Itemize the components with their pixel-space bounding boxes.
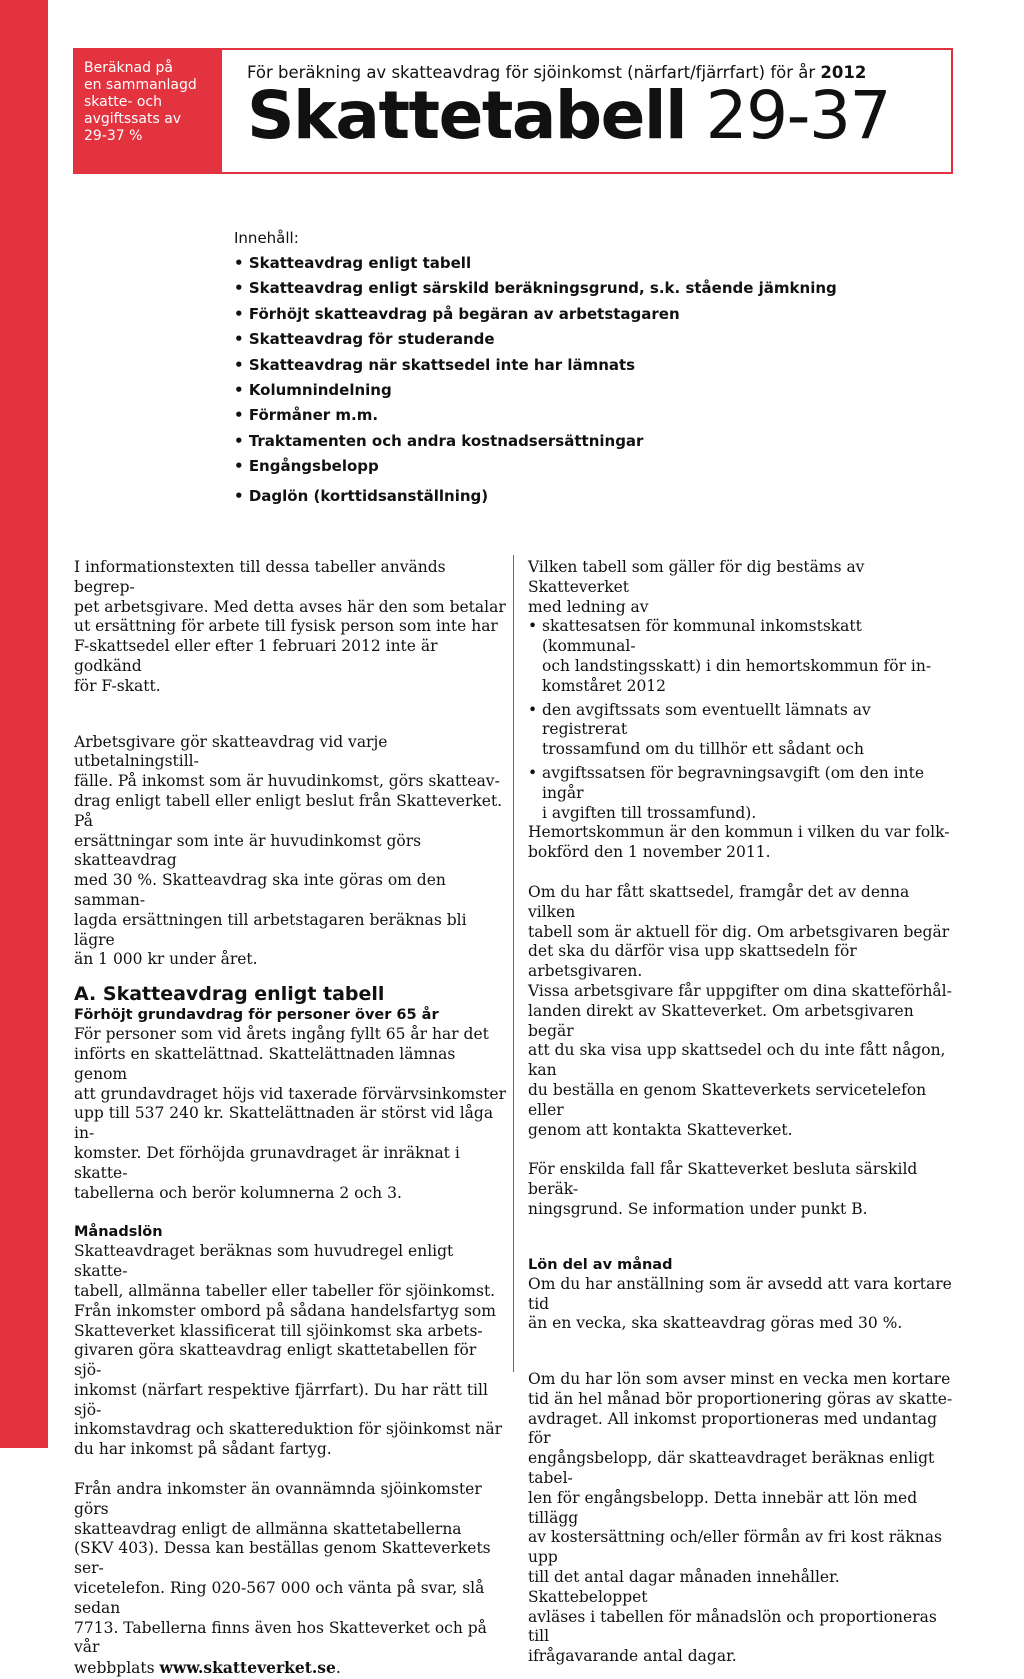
criteria-list bbox=[528, 617, 958, 823]
text-line: Från inkomster ombord på sådana handelsfartyg som bbox=[74, 1301, 496, 1320]
text-line: lagda ersättningen till arbetstagaren beräknas bli lägre bbox=[74, 910, 467, 949]
right-column bbox=[528, 558, 958, 1667]
text-line: skattesatsen för kommunal inkomstskatt (kommunal- bbox=[542, 617, 862, 656]
badge-line: avgiftssats av bbox=[84, 111, 182, 127]
spacer bbox=[74, 1460, 508, 1480]
subheading-over-65: Förhöjt grundavdrag för personer över 65 år bbox=[74, 1007, 439, 1024]
short-employment-paragraph bbox=[528, 1275, 958, 1334]
text-line: (SKV 403). Dessa kan beställas genom Skatteverkets ser- bbox=[74, 1539, 491, 1578]
text-line: komster. Det förhöjda grunavdraget är inräknat i skatte- bbox=[74, 1143, 460, 1182]
badge-line: Beräknad på bbox=[84, 60, 173, 76]
text-line: engångsbelopp, där skatteavdraget beräknas enligt tabel- bbox=[528, 1449, 935, 1488]
toc-item: • Kolumnindelning bbox=[234, 378, 837, 403]
text-line: vicetelefon. Ring 020-567 000 och vänta på svar, slå sedan bbox=[74, 1579, 485, 1617]
website-link[interactable]: www.skatteverket.se bbox=[159, 1658, 336, 1678]
spacer bbox=[74, 717, 508, 733]
left-column bbox=[74, 558, 508, 1679]
list-item bbox=[528, 764, 958, 823]
spacer bbox=[528, 1334, 958, 1354]
text-line: komståret 2012 bbox=[542, 676, 667, 695]
list-item bbox=[528, 617, 958, 696]
text-line: att du ska visa upp skattsedel och du inte fått någon, kan bbox=[528, 1041, 946, 1080]
toc-heading: Innehåll: bbox=[234, 229, 299, 247]
special-basis-paragraph bbox=[528, 1160, 958, 1219]
subtitle-text: För beräkning av skatteavdrag för sjöinkomst (närfart/fjärrfart) för år bbox=[247, 63, 816, 82]
text-line: Skatteverket klassificerat till sjöinkomst ska arbets- bbox=[74, 1321, 483, 1340]
toc-item: • Engångsbelopp bbox=[234, 454, 837, 479]
text-line: Om du har lön som avser minst en vecka men kortare bbox=[528, 1370, 951, 1389]
toc-item: • Förmåner m.m. bbox=[234, 403, 837, 428]
toc-item: • Traktamenten och andra kostnadsersättningar bbox=[234, 429, 837, 454]
text-line: F-skattsedel eller efter 1 februari 2012 inte är godkänd bbox=[74, 637, 438, 675]
text-line: . bbox=[335, 1659, 341, 1678]
toc-item: • Skatteavdrag för studerande bbox=[234, 327, 837, 352]
text-line: ifrågavarande antal dagar. bbox=[528, 1647, 737, 1666]
text-line: den avgiftssats som eventuellt lämnats av registrerat bbox=[542, 700, 871, 739]
text-line: avdraget. All inkomst proportioneras med undantag för bbox=[528, 1409, 938, 1448]
toc-item: • Skatteavdrag enligt särskild beräkningsgrund, s.k. stående jämkning bbox=[234, 276, 837, 301]
text-line: Om du har fått skattsedel, framgår det av denna vilken bbox=[528, 882, 910, 921]
text-line: Arbetsgivare gör skatteavdrag vid varje utbetalningstill- bbox=[74, 732, 388, 771]
text-line: För enskilda fall får Skatteverket besluta särskild beräk- bbox=[528, 1160, 918, 1199]
text-line: du har inkomst på sådant fartyg. bbox=[74, 1440, 332, 1459]
header-box bbox=[73, 48, 953, 174]
text-line: ersättningar som inte är huvudinkomst görs skatteavdrag bbox=[74, 831, 422, 870]
text-line: av kostersättning och/eller förmån av fri kost räknas upp bbox=[528, 1528, 942, 1567]
text-line: skatteavdrag enligt de allmänna skattetabellerna bbox=[74, 1519, 462, 1538]
text-line: tabell, allmänna tabeller eller tabeller för sjöinkomst. bbox=[74, 1281, 496, 1300]
spacer bbox=[528, 1240, 958, 1256]
intro-paragraph bbox=[74, 558, 508, 697]
text-line: tid än hel månad bör proportionering göras av skatte- bbox=[528, 1389, 953, 1408]
text-line: avläses i tabellen för månadslön och proportioneras till bbox=[528, 1607, 937, 1646]
spacer bbox=[74, 697, 508, 717]
text-line: givaren göra skatteavdrag enligt skattetabellen för sjö- bbox=[74, 1341, 477, 1380]
subheading-part-month: Lön del av månad bbox=[528, 1256, 673, 1273]
text-line: ut ersättning för arbete till fysisk person som inte har bbox=[74, 617, 498, 636]
text-line: Vilken tabell som gäller för dig bestäms av Skatteverket bbox=[528, 558, 865, 596]
text-line: du beställa en genom Skatteverkets servicetelefon eller bbox=[528, 1080, 927, 1119]
proportioning-paragraph bbox=[528, 1370, 958, 1667]
spacer bbox=[528, 863, 958, 883]
section-a-heading: A. Skatteavdrag enligt tabell bbox=[74, 983, 385, 1006]
text-line: i avgiften till trossamfund). bbox=[542, 803, 757, 822]
text-line: len för engångsbelopp. Detta innebär att lön med tillägg bbox=[528, 1488, 918, 1527]
text-line: för F-skatt. bbox=[74, 676, 161, 695]
text-line: det ska du därför visa upp skattsedeln för arbetsgivaren. bbox=[528, 942, 857, 981]
text-line: Skatteavdraget beräknas som huvudregel enligt skatte- bbox=[74, 1242, 454, 1281]
text-line: än 1 000 kr under året. bbox=[74, 950, 258, 969]
title-bold: Skattetabell bbox=[247, 77, 687, 154]
text-line: landen direkt av Skatteverket. Om arbetsgivaren begär bbox=[528, 1001, 914, 1040]
text-line: Vissa arbetsgivare får uppgifter om dina skatteförhål- bbox=[528, 981, 952, 1000]
text-line: genom att kontakta Skatteverket. bbox=[528, 1120, 793, 1139]
text-line: webbplats bbox=[74, 1659, 160, 1678]
text-line: trossamfund om du tillhör ett sådant och bbox=[542, 740, 864, 759]
text-line: I informationstexten till dessa tabeller används begrep- bbox=[74, 558, 446, 596]
which-table-paragraph bbox=[528, 558, 958, 617]
text-line: För personer som vid årets ingång fyllt 65 år har det bbox=[74, 1025, 489, 1044]
toc-item: • Förhöjt skatteavdrag på begäran av arbetstagaren bbox=[234, 302, 837, 327]
employer-paragraph bbox=[74, 733, 508, 971]
column-divider bbox=[513, 555, 514, 1372]
text-line: Om du har anställning som är avsedd att vara kortare tid bbox=[528, 1274, 952, 1313]
text-line: tabell som är aktuell för dig. Om arbetsgivaren begär bbox=[528, 922, 950, 941]
badge-line: skatte- och bbox=[84, 94, 162, 110]
toc-item: • Skatteavdrag när skattsedel inte har lämnats bbox=[234, 353, 837, 378]
text-line: inkomst (närfart respektive fjärrfart). Du har rätt till sjö- bbox=[74, 1380, 488, 1419]
tax-notice-paragraph bbox=[528, 883, 958, 1140]
text-line: fälle. På inkomst som är huvudinkomst, görs skatteav- bbox=[74, 772, 500, 791]
spacer bbox=[528, 1220, 958, 1240]
text-line: till det antal dagar månaden innehåller. Skattebeloppet bbox=[528, 1568, 840, 1606]
text-line: inkomstavdrag och skattereduktion för sjöinkomst när bbox=[74, 1420, 503, 1439]
spacer bbox=[528, 1140, 958, 1160]
document-title bbox=[247, 78, 941, 154]
rate-badge bbox=[75, 50, 222, 172]
toc-item: • Skatteavdrag enligt tabell bbox=[234, 251, 837, 276]
list-item bbox=[528, 701, 958, 760]
toc-list bbox=[234, 251, 837, 509]
text-line: att grundavdraget höjs vid taxerade förvärvsinkomster bbox=[74, 1084, 507, 1103]
spacer bbox=[74, 1203, 508, 1223]
text-line: och landstingsskatt) i din hemortskommun för in- bbox=[542, 656, 932, 675]
text-line: ningsgrund. Se information under punkt B. bbox=[528, 1199, 868, 1218]
toc-item: • Daglön (korttidsanställning) bbox=[234, 484, 837, 509]
text-line: med ledning av bbox=[528, 597, 649, 616]
header-text bbox=[247, 63, 941, 154]
text-line: införts en skattelättnad. Skattelättnaden lämnas genom bbox=[74, 1044, 456, 1083]
text-line: upp till 537 240 kr. Skattelättnaden är störst vid låga in- bbox=[74, 1104, 494, 1143]
left-red-margin-bar bbox=[0, 0, 48, 1448]
text-line: än en vecka, ska skatteavdrag göras med 30 %. bbox=[528, 1314, 903, 1333]
general-tables-paragraph bbox=[74, 1480, 508, 1679]
text-line: tabellerna och berör kolumnerna 2 och 3. bbox=[74, 1183, 402, 1202]
table-of-contents bbox=[234, 229, 837, 509]
home-municipality-paragraph bbox=[528, 823, 958, 863]
monthly-salary-paragraph bbox=[74, 1242, 508, 1460]
text-line: pet arbetsgivare. Med detta avses här den som betalar bbox=[74, 597, 506, 616]
text-line: drag enligt tabell eller enligt beslut från Skatteverket. På bbox=[74, 791, 503, 830]
text-line: 7713. Tabellerna finns även hos Skatteverket och på vår bbox=[74, 1618, 487, 1657]
title-range: 29-37 bbox=[705, 77, 890, 154]
badge-line: 29-37 % bbox=[84, 128, 143, 144]
text-line: Hemortskommun är den kommun i vilken du var folk- bbox=[528, 823, 950, 842]
over-65-paragraph bbox=[74, 1025, 508, 1203]
subtitle-year: 2012 bbox=[820, 63, 867, 82]
text-line: Från andra inkomster än ovannämnda sjöinkomster görs bbox=[74, 1480, 482, 1518]
text-line: med 30 %. Skatteavdrag ska inte göras om den samman- bbox=[74, 871, 446, 909]
text-line: bokförd den 1 november 2011. bbox=[528, 843, 771, 862]
spacer bbox=[528, 1354, 958, 1370]
subheading-monthly-salary: Månadslön bbox=[74, 1224, 163, 1241]
badge-line: en sammanlagd bbox=[84, 77, 197, 93]
text-line: avgiftssatsen för begravningsavgift (om den inte ingår bbox=[542, 763, 925, 802]
